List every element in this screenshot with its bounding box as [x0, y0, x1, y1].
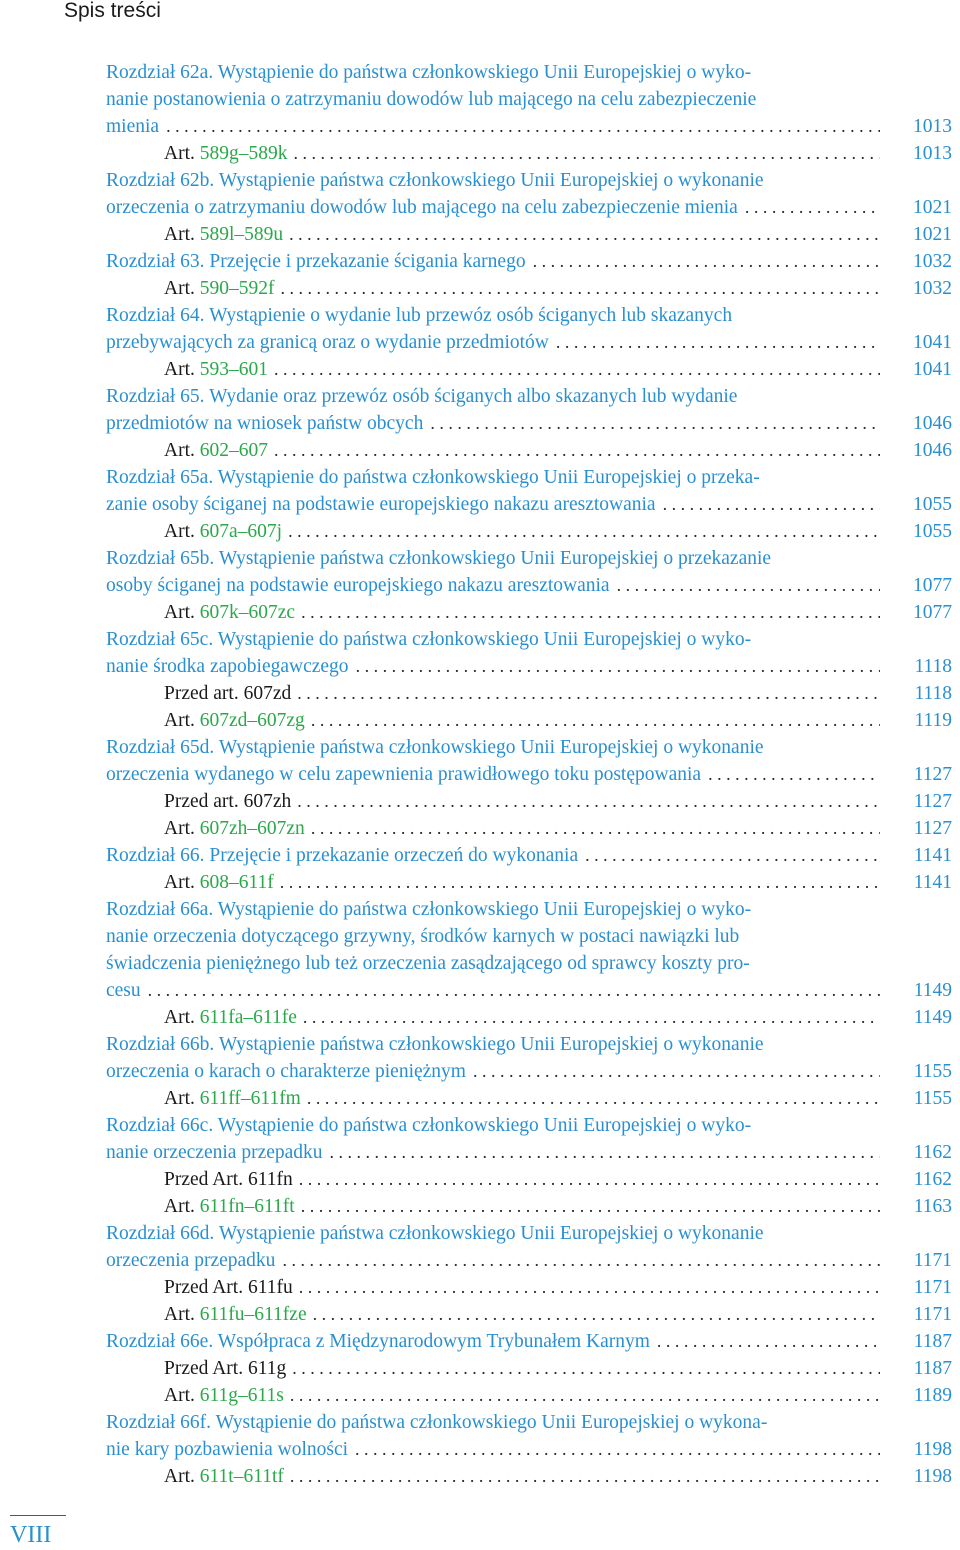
entry-text-line: orzeczenia o zatrzymaniu dowodów lub mającego na celu zabezpieczenie mienia	[106, 197, 738, 218]
dot-leader	[307, 1085, 880, 1112]
entry-text-line: Rozdział 62b. Wystąpienie państwa członkowskiego Unii Europejskiej o wykonanie	[106, 170, 764, 191]
page-number: 1171	[913, 1304, 952, 1325]
entry-text-line: nie kary pozbawienia wolności	[106, 1439, 349, 1460]
toc-chapter-entry[interactable]	[106, 383, 952, 437]
dot-leader	[165, 113, 880, 140]
article-range: 589l–589u	[199, 224, 284, 245]
article-label: Art.	[164, 224, 195, 245]
dot-leader	[555, 329, 880, 356]
article-label: Art.	[164, 1385, 195, 1406]
page-number: 1118	[914, 656, 952, 677]
entry-text-line: Rozdział 66f. Wystąpienie do państwa członkowskiego Unii Europejskiej o wykona-	[106, 1412, 768, 1433]
toc-article-entry[interactable]	[106, 707, 952, 734]
dot-leader	[429, 410, 880, 437]
entry-text-line: Rozdział 65d. Wystąpienie państwa członkowskiego Unii Europejskiej o wykonanie	[106, 737, 764, 758]
toc-chapter-entry[interactable]	[106, 842, 952, 869]
article-label: Art.	[164, 602, 195, 623]
page-number: 1189	[913, 1385, 952, 1406]
page-number: 1149	[913, 1007, 952, 1028]
toc-article-entry[interactable]	[106, 221, 952, 248]
article-range: 607zd–607zg	[199, 710, 305, 731]
dot-leader	[290, 1463, 880, 1490]
entry-text-line: nanie środka zapobiegawczego	[106, 656, 349, 677]
entry-text-line: mienia	[106, 116, 160, 137]
footer-rule	[10, 1515, 66, 1516]
entry-text-line: przedmiotów na wniosek państw obcych	[106, 413, 424, 434]
toc-chapter-entry[interactable]	[106, 1031, 952, 1085]
dot-leader	[303, 1004, 880, 1031]
page-number: 1118	[914, 683, 952, 704]
page-number: 1198	[913, 1439, 952, 1460]
entry-text-line: Rozdział 66b. Wystąpienie państwa członkowskiego Unii Europejskiej o wykonanie	[106, 1034, 764, 1055]
entry-text-line: Rozdział 66d. Wystąpienie państwa członkowskiego Unii Europejskiej o wykonanie	[106, 1223, 764, 1244]
running-header: Spis treści	[64, 0, 161, 22]
article-range: 589g–589k	[199, 143, 288, 164]
page-number: 1127	[913, 791, 952, 812]
page-number: 1163	[913, 1196, 952, 1217]
toc-article-entry[interactable]	[106, 869, 952, 896]
toc-chapter-entry[interactable]	[106, 302, 952, 356]
page-number: 1046	[913, 440, 952, 461]
dot-leader	[289, 221, 880, 248]
entry-text-line: świadczenia pieniężnego lub też orzeczenia zasądzającego od sprawcy koszty pro-	[106, 953, 750, 974]
page-number: 1187	[913, 1331, 952, 1352]
article-range: 611t–611tf	[199, 1466, 284, 1487]
toc-chapter-entry[interactable]	[106, 1409, 952, 1463]
article-label: Przed art. 607zh	[164, 791, 292, 812]
article-range: 593–601	[199, 359, 268, 380]
dot-leader	[329, 1139, 880, 1166]
dot-leader	[294, 140, 881, 167]
toc-chapter-entry[interactable]	[106, 1220, 952, 1274]
toc-chapter-entry[interactable]	[106, 1328, 952, 1355]
page-number: 1127	[913, 818, 952, 839]
article-label: Art.	[164, 359, 195, 380]
entry-text-line: nanie orzeczenia dotyczącego grzywny, środków karnych w postaci nawiązki lub	[106, 926, 740, 947]
entry-text-line: przebywających za granicą oraz o wydanie przedmiotów	[106, 332, 549, 353]
toc-chapter-entry[interactable]	[106, 626, 952, 680]
toc-article-entry[interactable]	[106, 1355, 952, 1382]
dot-leader	[301, 1193, 880, 1220]
page-number: 1149	[913, 980, 952, 1001]
article-label: Art.	[164, 521, 195, 542]
dot-leader	[313, 1301, 880, 1328]
toc-chapter-entry[interactable]	[106, 896, 952, 1004]
toc-article-entry[interactable]	[106, 1166, 952, 1193]
dot-leader	[472, 1058, 880, 1085]
page-number: 1119	[914, 710, 952, 731]
page-number: 1013	[913, 116, 952, 137]
dot-leader	[147, 977, 880, 1004]
toc-article-entry[interactable]	[106, 1301, 952, 1328]
dot-leader	[616, 572, 880, 599]
dot-leader	[288, 518, 880, 545]
entry-text-line: Rozdział 65b. Wystąpienie państwa członkowskiego Unii Europejskiej o przekazanie	[106, 548, 772, 569]
article-label: Art.	[164, 1007, 195, 1028]
article-label: Przed Art. 611fu	[164, 1277, 293, 1298]
entry-text-line: Rozdział 65c. Wystąpienie do państwa członkowskiego Unii Europejskiej o wyko-	[106, 629, 752, 650]
entry-text-line: orzeczenia wydanego w celu zapewnienia prawidłowego toku postępowania	[106, 764, 702, 785]
article-label: Art.	[164, 278, 195, 299]
article-label: Przed Art. 611fn	[164, 1169, 293, 1190]
toc-chapter-entry[interactable]	[106, 167, 952, 221]
page-number: 1077	[913, 575, 952, 596]
entry-text-line: Rozdział 66c. Wystąpienie do państwa członkowskiego Unii Europejskiej o wyko-	[106, 1115, 752, 1136]
page-number: 1155	[913, 1088, 952, 1109]
page-number: 1021	[913, 224, 952, 245]
entry-text-line: nanie postanowienia o zatrzymaniu dowodów lub mającego na celu zabezpieczenie	[106, 89, 757, 110]
page-number: 1162	[913, 1142, 952, 1163]
dot-leader	[301, 599, 880, 626]
toc-article-entry[interactable]	[106, 518, 952, 545]
page-number: 1021	[913, 197, 952, 218]
dot-leader	[707, 761, 880, 788]
entry-text-line: Rozdział 66. Przejęcie i przekazanie orzeczeń do wykonania	[106, 845, 579, 866]
article-range: 611fu–611fze	[199, 1304, 307, 1325]
toc-article-entry[interactable]	[106, 680, 952, 707]
page-number: 1171	[913, 1277, 952, 1298]
page-number: 1198	[913, 1466, 952, 1487]
dot-leader	[281, 275, 881, 302]
article-range: 611fa–611fe	[199, 1007, 297, 1028]
toc-article-entry[interactable]	[106, 1004, 952, 1031]
article-range: 607zh–607zn	[199, 818, 305, 839]
article-label: Art.	[164, 1088, 195, 1109]
toc-article-entry[interactable]	[106, 437, 952, 464]
table-of-contents	[106, 59, 952, 1490]
page-number: 1187	[913, 1358, 952, 1379]
article-label: Art.	[164, 1304, 195, 1325]
article-label: Art.	[164, 872, 195, 893]
dot-leader	[311, 815, 880, 842]
entry-text-line: Rozdział 66a. Wystąpienie do państwa członkowskiego Unii Europejskiej o wyko-	[106, 899, 752, 920]
page-number: 1171	[913, 1250, 952, 1271]
page-folio: VIII	[10, 1522, 52, 1548]
toc-chapter-entry[interactable]	[106, 248, 952, 275]
page-number: 1046	[913, 413, 952, 434]
toc-chapter-entry[interactable]	[106, 464, 952, 518]
page-number: 1141	[913, 845, 952, 866]
page-number: 1041	[913, 332, 952, 353]
dot-leader	[274, 437, 880, 464]
article-range: 611g–611s	[199, 1385, 284, 1406]
dot-leader	[532, 248, 880, 275]
entry-text-line: osoby ściganej na podstawie europejskiego nakazu aresztowania	[106, 575, 610, 596]
toc-article-entry[interactable]	[106, 599, 952, 626]
article-range: 590–592f	[199, 278, 275, 299]
article-label: Art.	[164, 143, 195, 164]
dot-leader	[297, 788, 880, 815]
entry-text-line: zanie osoby ściganej na podstawie europejskiego nakazu aresztowania	[106, 494, 656, 515]
article-range: 611ff–611fm	[199, 1088, 301, 1109]
article-range: 602–607	[199, 440, 268, 461]
dot-leader	[584, 842, 880, 869]
page-number: 1162	[913, 1169, 952, 1190]
toc-article-entry[interactable]	[106, 788, 952, 815]
dot-leader	[662, 491, 880, 518]
toc-article-entry[interactable]	[106, 1085, 952, 1112]
toc-article-entry[interactable]	[106, 815, 952, 842]
dot-leader	[281, 1247, 880, 1274]
toc-article-entry[interactable]	[106, 1274, 952, 1301]
article-label: Przed art. 607zd	[164, 683, 292, 704]
article-label: Art.	[164, 710, 195, 731]
page-number: 1013	[913, 143, 952, 164]
toc-chapter-entry[interactable]	[106, 59, 952, 140]
page-number: 1077	[913, 602, 952, 623]
toc-article-entry[interactable]	[106, 1463, 952, 1490]
toc-chapter-entry[interactable]	[106, 545, 952, 599]
page-number: 1055	[913, 494, 952, 515]
article-range: 607k–607zc	[199, 602, 296, 623]
toc-article-entry[interactable]	[106, 356, 952, 383]
article-range: 607a–607j	[199, 521, 283, 542]
toc-article-entry[interactable]	[106, 140, 952, 167]
article-label: Art.	[164, 818, 195, 839]
dot-leader	[297, 680, 880, 707]
entry-text-line: Rozdział 65a. Wystąpienie do państwa członkowskiego Unii Europejskiej o przeka-	[106, 467, 760, 488]
page-number: 1055	[913, 521, 952, 542]
entry-text-line: Rozdział 65. Wydanie oraz przewóz osób ściganych albo skazanych lub wydanie	[106, 386, 738, 407]
entry-text-line: Rozdział 64. Wystąpienie o wydanie lub przewóz osób ściganych lub skazanych	[106, 305, 733, 326]
entry-text-line: nanie orzeczenia przepadku	[106, 1142, 323, 1163]
article-label: Art.	[164, 440, 195, 461]
dot-leader	[744, 194, 880, 221]
toc-chapter-entry[interactable]	[106, 1112, 952, 1166]
dot-leader	[274, 356, 880, 383]
page-number: 1032	[913, 251, 952, 272]
dot-leader	[290, 1382, 880, 1409]
dot-leader	[280, 869, 880, 896]
toc-article-entry[interactable]	[106, 275, 952, 302]
page-number: 1041	[913, 359, 952, 380]
entry-text-line: orzeczenia przepadku	[106, 1250, 276, 1271]
dot-leader	[299, 1166, 880, 1193]
dot-leader	[354, 1436, 880, 1463]
article-label: Art.	[164, 1466, 195, 1487]
dot-leader	[299, 1274, 880, 1301]
article-range: 611fn–611ft	[199, 1196, 295, 1217]
page-number: 1127	[913, 764, 952, 785]
toc-chapter-entry[interactable]	[106, 734, 952, 788]
entry-text-line: cesu	[106, 980, 141, 1001]
entry-text-line: orzeczenia o karach o charakterze pieniężnym	[106, 1061, 466, 1082]
entry-text-line: Rozdział 62a. Wystąpienie do państwa członkowskiego Unii Europejskiej o wyko-	[106, 62, 752, 83]
article-label: Art.	[164, 1196, 195, 1217]
article-range: 608–611f	[199, 872, 274, 893]
dot-leader	[311, 707, 880, 734]
page-number: 1155	[913, 1061, 952, 1082]
dot-leader	[656, 1328, 880, 1355]
entry-text-line: Rozdział 63. Przejęcie i przekazanie ścigania karnego	[106, 251, 526, 272]
toc-article-entry[interactable]	[106, 1193, 952, 1220]
page-number: 1032	[913, 278, 952, 299]
page-number: 1141	[913, 872, 952, 893]
toc-article-entry[interactable]	[106, 1382, 952, 1409]
dot-leader	[355, 653, 880, 680]
article-label: Przed Art. 611g	[164, 1358, 287, 1379]
dot-leader	[292, 1355, 880, 1382]
entry-text-line: Rozdział 66e. Współpraca z Międzynarodowym Trybunałem Karnym	[106, 1331, 650, 1352]
